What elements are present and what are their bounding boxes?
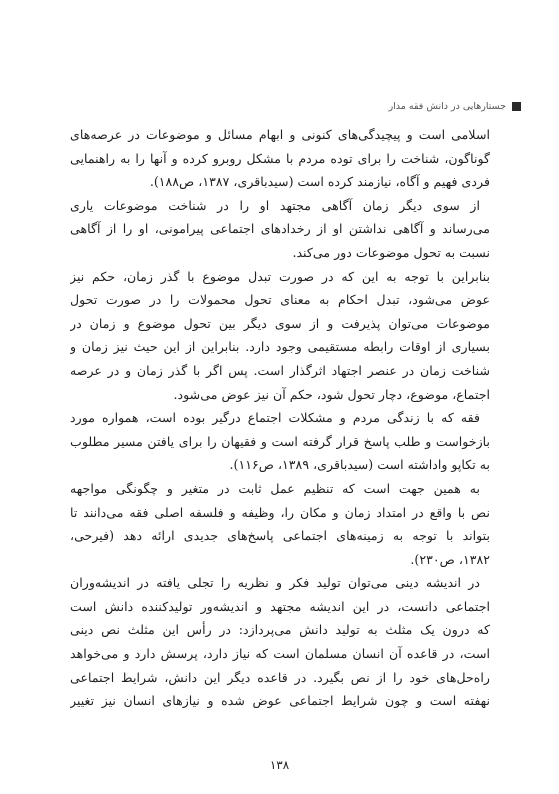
text-line: اجتماعی دانست، در این اندیشه مجتهد و اندیشه‌ور تولیدکننده دانش است: [70, 598, 490, 614]
text-line: عوض می‌شود، تبدل احکام به معنای تحول محمولات را در صورت تحول: [70, 292, 490, 308]
text-line: اجتماع، موضوع، دچار تحول شود، حکم آن نیز عوض می‌شود.: [173, 386, 490, 402]
header-square-icon: [512, 102, 521, 111]
text-line: شناخت زمان در عنصر اجتهاد اثرگذار است. پس اگر با گذر زمان و در عرصه: [70, 362, 490, 378]
text-line: فردی فهیم و آگاه، نیازمند کرده است (سیدباقری، ۱۳۸۷، ص۱۸۸).: [149, 174, 490, 190]
paragraph-1: [70, 123, 490, 194]
paragraph-2: [70, 194, 490, 265]
text-line: ۱۳۸۲، ص۲۳۰).: [410, 551, 490, 567]
text-line: بسیاری از اوقات رابطه مستقیمی وجود دارد. بنابراین از این حیث نیز زمان و: [70, 339, 490, 355]
text-line: که درون یک مثلث به تولید دانش می‌پردازد: در رأس این مثلث نص دینی: [70, 622, 490, 638]
text-line: می‌رساند و آگاهی نداشتن او از رخدادهای اجتماعی پیرامونی، او را از آگاهی: [70, 221, 490, 237]
paragraph-5: [70, 477, 490, 571]
text-line: بازخواست و طلب پاسخ قرار گرفته است و فقیهان را برای یافتن مسیر مطلوب: [70, 433, 490, 449]
text-line: نسبت به تحول موضوعات دور می‌کند.: [292, 244, 490, 260]
header-title: جستارهایی در دانش فقه مدار: [388, 100, 506, 112]
paragraph-3: [70, 265, 490, 407]
text-line: در اندیشه دینی می‌توان تولید فکر و نظریه را تجلی یافته در اندیشه‌وران: [70, 575, 480, 591]
text-line: بتواند با توجه به زمینه‌های اجتماعی پاسخ‌های جدیدی ارائه دهد (فیرحی،: [70, 528, 490, 544]
body-text: [70, 123, 490, 713]
text-line: است، در قاعده آن انسان مسلمان است که نیاز دارد، پرسش دارد و می‌خواهد: [70, 646, 490, 662]
text-line: نص با واقع در امتداد زمان و مکان را، وظیفه و فلسفه اصلی فقه می‌دانند تا: [70, 504, 490, 520]
text-line: به همین جهت است که تنظیم عمل ثابت در متغیر و چگونگی مواجهه: [70, 480, 480, 496]
text-line: نهفته است و چون شرایط اجتماعی عوض شده و نیازهای انسان نیز تغییر: [70, 693, 490, 709]
text-line: به تکاپو واداشته است (سیدباقری، ۱۳۸۹، ص۱۱۶).: [229, 457, 490, 473]
text-line: گوناگون، شناخت را برای توده مردم با مشکل روبرو کرده و آنها را به راهنمایی: [70, 150, 490, 166]
paragraph-6: [70, 571, 490, 713]
paragraph-4: [70, 406, 490, 477]
text-line: اسلامی است و پیچیدگی‌های کنونی و ابهام مسائل و موضوعات در عرصه‌های: [70, 127, 490, 142]
text-line: از سوی دیگر زمان آگاهی مجتهد او را در شناخت موضوعات یاری: [70, 197, 480, 213]
text-line: راه‌حل‌های خود را از نص بگیرد. در قاعده دیگر این دانش، شرایط اجتماعی: [70, 669, 490, 685]
text-line: موضوعات می‌توان پذیرفت و از سوی دیگر بین تحول موضوع و زمان در: [70, 315, 490, 331]
running-header: [261, 96, 521, 116]
text-line: فقه که با زندگی مردم و مشکلات اجتماع درگیر بوده است، همواره مورد: [70, 410, 480, 426]
text-line: بنابراین با توجه به این که در صورت تبدل موضوع با گذر زمان، حکم نیز: [70, 268, 490, 284]
page-number: ۱۳۸: [269, 758, 290, 772]
